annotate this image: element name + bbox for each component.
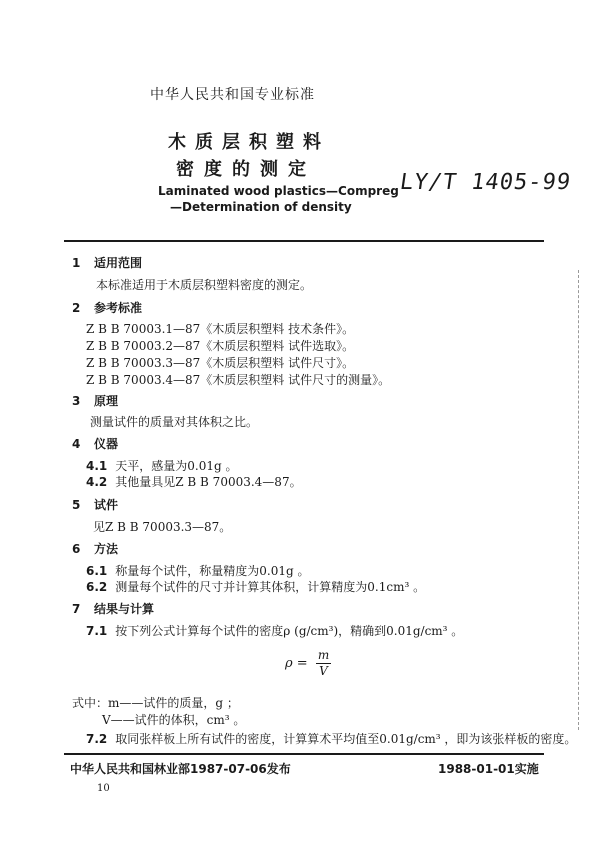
section-3-heading: 3 原理	[72, 394, 119, 408]
formula-numerator: m	[317, 648, 330, 662]
formula-where-v: V——试件的体积，cm³ 。	[102, 713, 246, 727]
section-5-heading: 5 试件	[72, 498, 119, 512]
title-cn-line1: 木质层积塑料	[168, 132, 330, 153]
title-cn-line2: 密度的测定	[176, 159, 316, 180]
bottom-divider	[64, 753, 544, 755]
title-en-line2: —Determination of density	[170, 200, 352, 214]
issued-date: 中华人民共和国林业部1987-07-06发布	[70, 762, 291, 776]
formula-where-m: 式中：m——试件的质量，g ；	[72, 696, 239, 710]
subclause-7-2: 7.2 取同张样板上所有试件的密度，计算算术平均值至0.01g/cm³ ，即为该张样板的密度。	[86, 732, 577, 746]
section-7-heading: 7 结果与计算	[72, 602, 155, 616]
section-6-heading: 6 方法	[72, 542, 119, 556]
title-en-line1: Laminated wood plastics—Compreg	[158, 184, 399, 198]
section-5-body: 见Z B B 70003.3—87。	[93, 520, 232, 534]
issuing-header: 中华人民共和国专业标准	[150, 87, 315, 103]
formula-lhs: ρ =	[285, 656, 308, 671]
handwritten-standard-code: LY/T 1405-99	[398, 170, 573, 195]
top-divider	[64, 240, 544, 242]
formula-denominator: V	[319, 664, 328, 678]
section-1-heading: 1 适用范围	[72, 256, 143, 270]
reference-item: Z B B 70003.2—87《木质层积塑料 试件选取》。	[86, 339, 355, 353]
section-1-body: 本标准适用于木质层积塑料密度的测定。	[96, 278, 313, 292]
formula-fraction	[316, 648, 331, 679]
reference-item: Z B B 70003.1—87《木质层积塑料 技术条件》。	[86, 322, 355, 336]
section-4-heading: 4 仪器	[72, 437, 119, 451]
page-number: 10	[97, 783, 110, 794]
subclause-6-2: 6.2 测量每个试件的尺寸并计算其体积，计算精度为0.1cm³ 。	[86, 580, 426, 594]
reference-item: Z B B 70003.3—87《木质层积塑料 试件尺寸》。	[86, 356, 355, 370]
subclause-7-1: 7.1 按下列公式计算每个试件的密度ρ (g/cm³)，精确到0.01g/cm³ 。	[86, 624, 464, 638]
section-3-body: 测量试件的质量对其体积之比。	[90, 415, 259, 429]
effective-date: 1988-01-01实施	[438, 762, 539, 776]
density-formula	[285, 648, 331, 679]
subclause-4-1: 4.1 天平，感量为0.01g 。	[86, 459, 238, 473]
subclause-6-1: 6.1 称量每个试件，称量精度为0.01g 。	[86, 564, 310, 578]
reference-item: Z B B 70003.4—87《木质层积塑料 试件尺寸的测量》。	[86, 373, 391, 387]
section-2-heading: 2 参考标准	[72, 301, 143, 315]
subclause-4-2: 4.2 其他量具见Z B B 70003.4—87。	[86, 475, 302, 489]
scan-edge-line	[578, 270, 580, 730]
